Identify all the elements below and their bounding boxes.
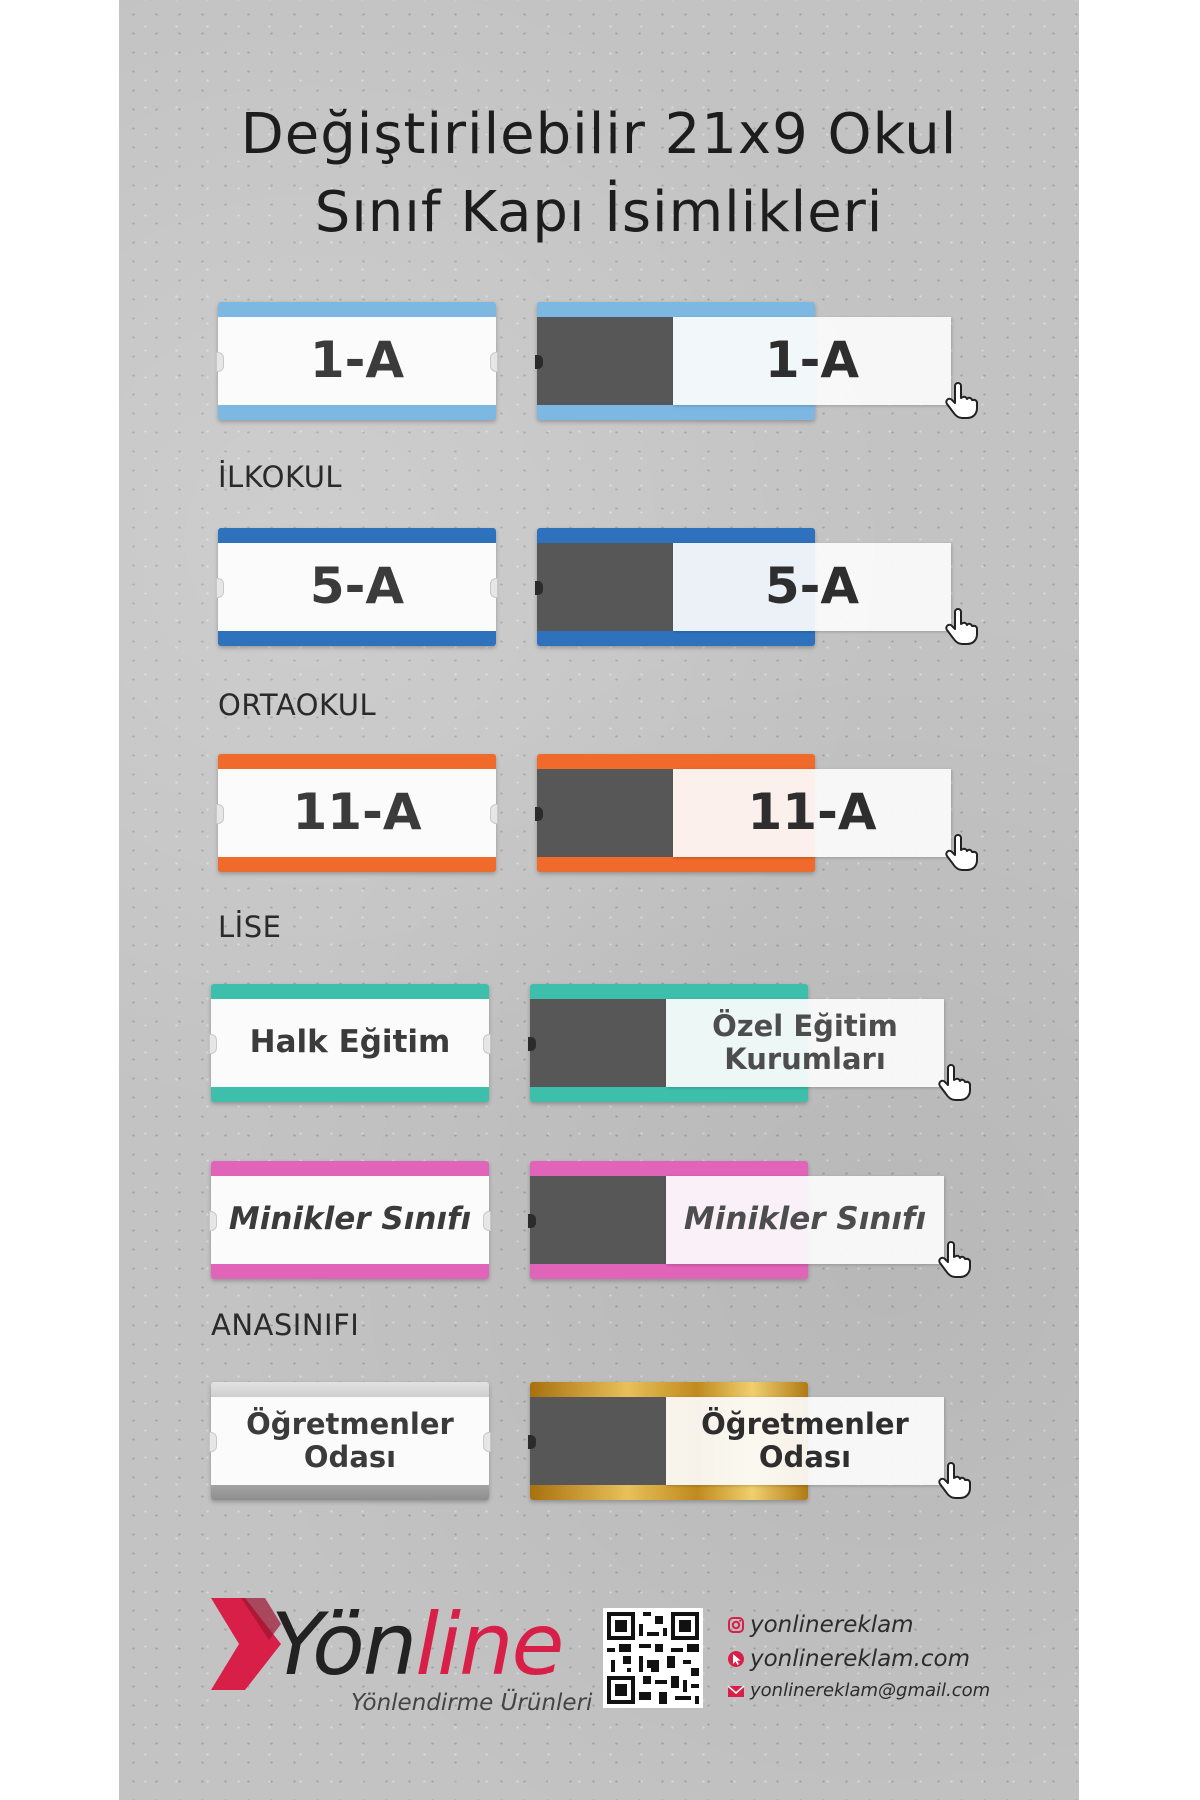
nameplate-label: 5-A: [218, 543, 496, 631]
title-line-1: Değiştirilebilir 21x9 Okul: [240, 102, 958, 167]
slide-insert-label: Minikler Sınıfı: [666, 1176, 944, 1264]
instagram-icon: [727, 1616, 745, 1634]
nameplate-ilkokul: [218, 302, 496, 420]
contact-website[interactable]: [727, 1646, 970, 1672]
hand-pointer-icon: [934, 1239, 974, 1279]
section-label-anasinifi: ANASINIFI: [211, 1308, 360, 1342]
hand-pointer-icon: [934, 1460, 974, 1500]
nameplate-halk-egitim: [211, 984, 489, 1102]
contact-instagram-text: yonlinereklam: [750, 1612, 914, 1638]
contact-email[interactable]: [727, 1680, 990, 1701]
nameplate-label: 11-A: [218, 769, 496, 857]
slide-demo-ozel-egitim: [530, 984, 978, 1124]
section-label-ortaokul: ORTAOKUL: [218, 688, 377, 722]
contact-website-text: yonlinereklam.com: [750, 1646, 971, 1672]
brand-name-part-1: Yön: [271, 1595, 416, 1695]
slide-insert-label: 11-A: [673, 769, 951, 857]
nameplate-minikler: [211, 1161, 489, 1279]
nameplate-ogretmenler-silver: [211, 1382, 489, 1500]
section-label-lise: LİSE: [218, 910, 282, 944]
nameplate-label: [211, 1397, 489, 1485]
slide-insert-label: 5-A: [673, 543, 951, 631]
slide-insert-label: 1-A: [673, 317, 951, 405]
slide-insert-label: [666, 999, 944, 1087]
cursor-icon: [727, 1650, 745, 1668]
brand-logo: [211, 1590, 591, 1720]
hand-pointer-icon: [941, 606, 981, 646]
poster-background: [119, 0, 1079, 1800]
slide-insert-label-line-1: Öğretmenler: [701, 1406, 909, 1441]
nameplate-ortaokul: [218, 528, 496, 646]
mail-icon: [727, 1682, 745, 1700]
brand-tagline: Yönlendirme Ürünleri: [351, 1690, 593, 1716]
hand-pointer-icon: [941, 832, 981, 872]
section-label-ilkokul: İLKOKUL: [218, 460, 343, 494]
hand-pointer-icon: [934, 1062, 974, 1102]
title-line-2: Sınıf Kapı İsimlikleri: [314, 180, 884, 245]
qr-code-icon: [603, 1608, 703, 1708]
contact-instagram[interactable]: [727, 1612, 914, 1638]
brand-wordmark: [271, 1595, 563, 1695]
nameplate-label: Minikler Sınıfı: [211, 1176, 489, 1264]
nameplate-lise: [218, 754, 496, 872]
nameplate-label-line-2: Odası: [303, 1440, 397, 1474]
slide-insert-label-line-2: Kurumları: [724, 1042, 886, 1076]
slide-insert-label: [666, 1397, 944, 1485]
page-title: [119, 96, 1079, 252]
nameplate-label-line-1: Öğretmenler: [246, 1406, 454, 1441]
slide-demo-lise: [537, 754, 985, 894]
contact-email-text: yonlinereklam@gmail.com: [750, 1680, 991, 1701]
brand-name-part-2: line: [415, 1595, 563, 1695]
nameplate-label: 1-A: [218, 317, 496, 405]
slide-insert-label-line-2: Odası: [758, 1440, 852, 1474]
slide-demo-ogretmenler-gold: [530, 1382, 978, 1522]
nameplate-label: Halk Eğitim: [211, 999, 489, 1087]
slide-insert-label-line-1: Özel Eğitim: [712, 1008, 898, 1043]
slide-demo-minikler: [530, 1161, 978, 1301]
slide-demo-ilkokul: [537, 302, 985, 442]
slide-demo-ortaokul: [537, 528, 985, 668]
hand-pointer-icon: [941, 380, 981, 420]
